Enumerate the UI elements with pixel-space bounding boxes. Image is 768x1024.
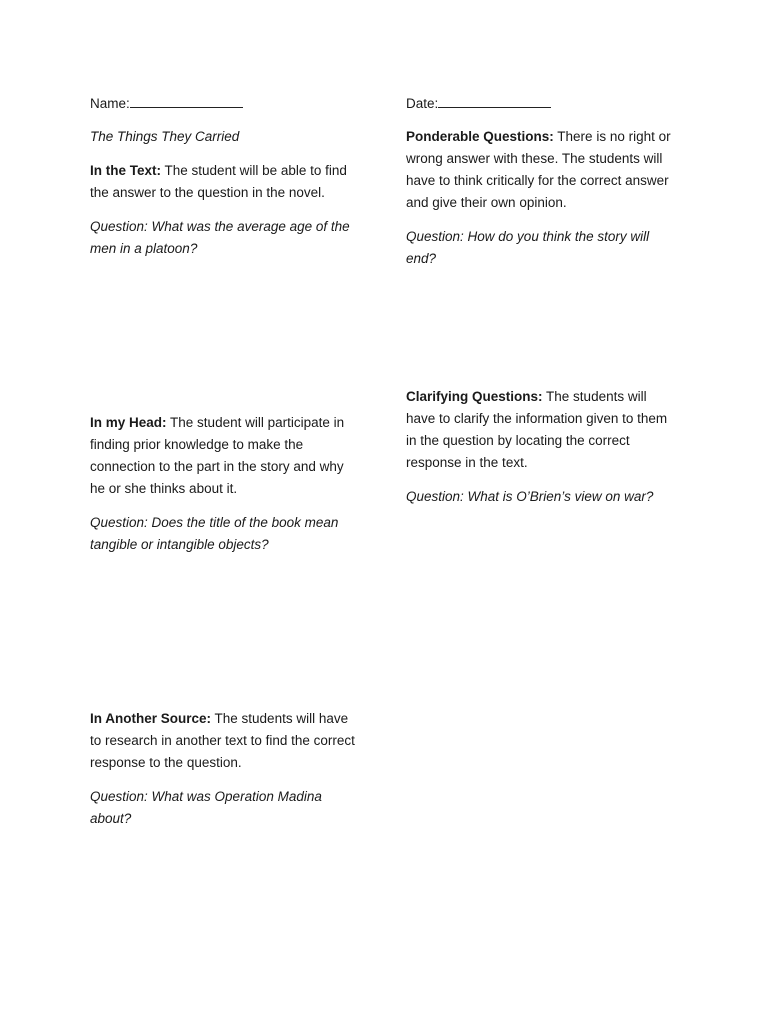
another-source-description: The students will have to research in another text to find the correct response to the question.: [90, 711, 355, 770]
ponderable-section: [406, 126, 676, 270]
in-my-head-paragraph: [90, 412, 360, 500]
in-the-text-label: In the Text:: [90, 163, 162, 178]
clarifying-question: Question: What is O’Brien’s view on war?: [406, 489, 654, 504]
ponderable-label: Ponderable Questions:: [406, 129, 554, 144]
ponderable-paragraph: [406, 126, 676, 214]
clarifying-description: The students will have to clarify the information given to them in the question by locating the correct response in the text.: [406, 389, 668, 470]
another-source-question: Question: What was Operation Madina about?: [90, 789, 322, 826]
in-the-text-description: The student will be able to find the answer to the question in the novel.: [90, 163, 347, 200]
date-blank[interactable]: [438, 92, 551, 108]
name-line: [90, 92, 360, 115]
ponderable-question: Question: How do you think the story will end?: [406, 229, 650, 266]
in-the-text-section: [90, 126, 360, 260]
another-source-paragraph: [90, 708, 360, 774]
in-the-text-question: Question: What was the average age of the men in a platoon?: [90, 219, 350, 256]
in-my-head-section: [90, 412, 360, 556]
in-my-head-question: Question: Does the title of the book mean tangible or intangible objects?: [90, 515, 339, 552]
name-blank[interactable]: [130, 92, 243, 108]
date-line: [406, 92, 676, 115]
date-label: Date:: [406, 96, 439, 111]
name-label: Name:: [90, 96, 130, 111]
clarifying-section: [406, 386, 676, 508]
another-source-label: In Another Source:: [90, 711, 212, 726]
in-my-head-description: The student will participate in finding prior knowledge to make the connection to the part in the story and why he or she thinks about it.: [90, 415, 345, 496]
name-field: [90, 92, 360, 115]
in-my-head-label: In my Head:: [90, 415, 167, 430]
ponderable-description: There is no right or wrong answer with these. The students will have to think critically for the correct answer and give their own opinion.: [406, 129, 671, 210]
date-field: [406, 92, 676, 115]
in-the-text-paragraph: [90, 160, 360, 204]
clarifying-paragraph: [406, 386, 676, 474]
book-title: The Things They Carried: [90, 129, 240, 144]
clarifying-label: Clarifying Questions:: [406, 389, 543, 404]
another-source-section: [90, 708, 360, 830]
